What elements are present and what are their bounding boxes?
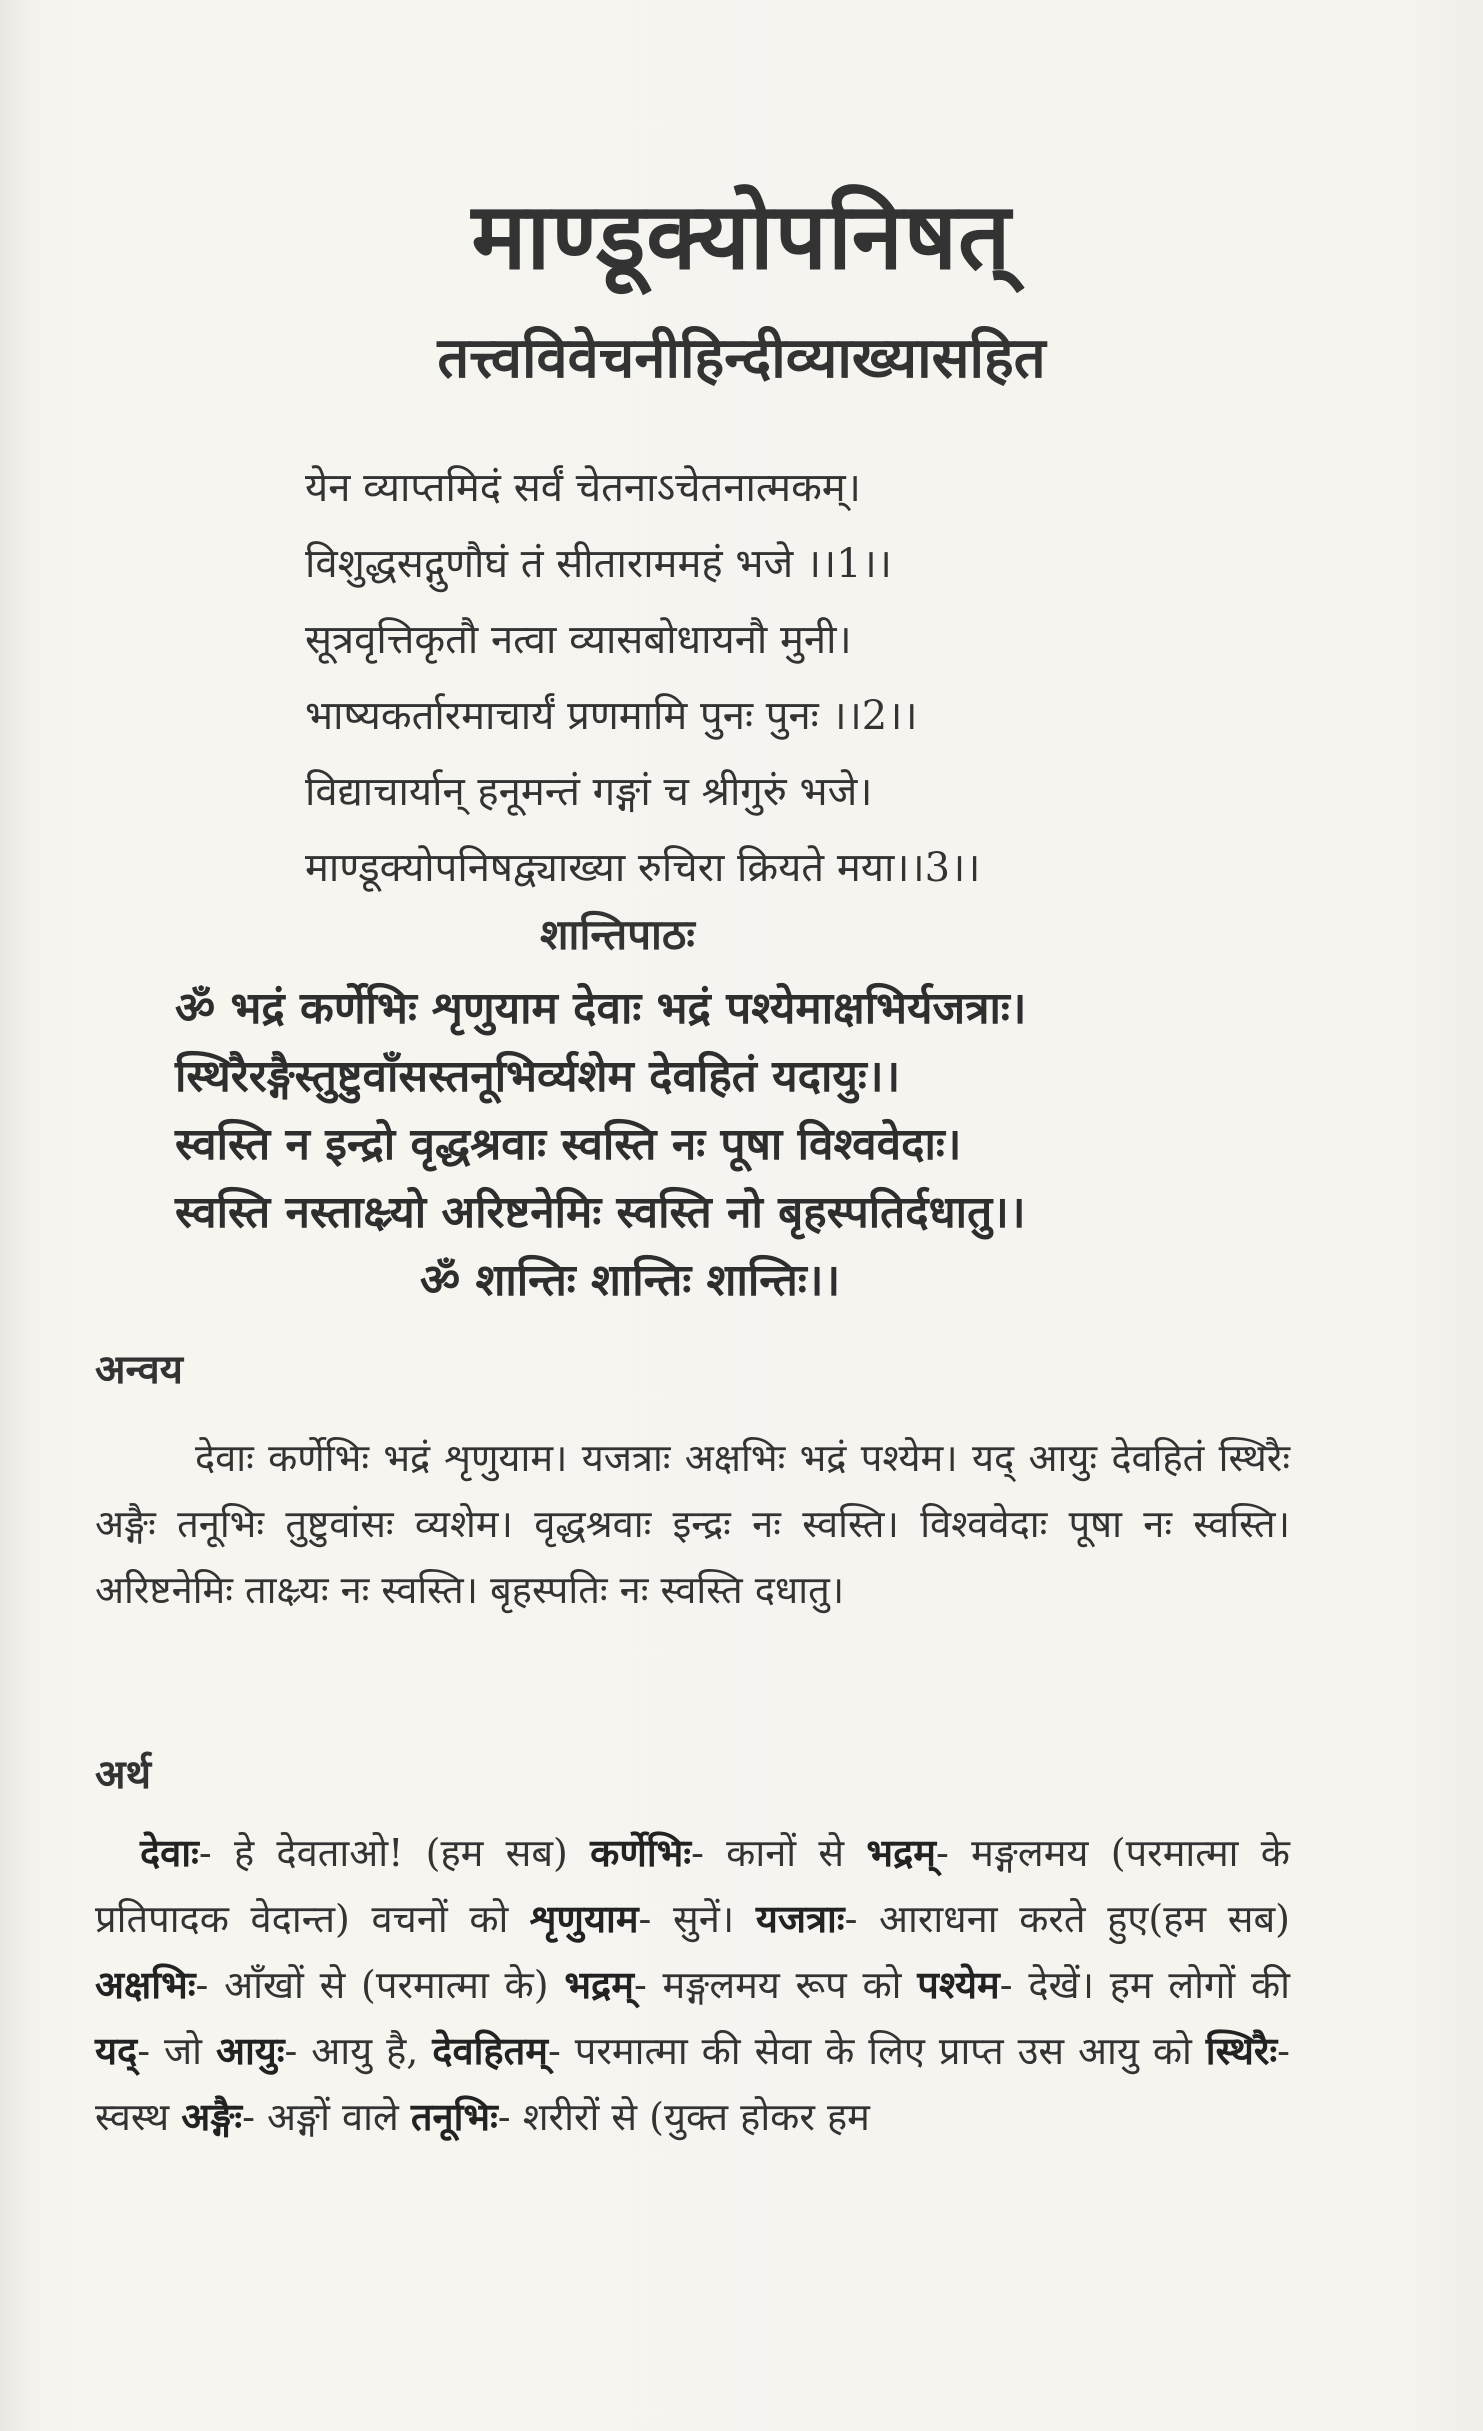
shanti-line: स्थिरैरङ्गैस्तुष्टुवाँसस्तनूभिर्व्यशेम देवहितं यदायुः।। xyxy=(175,1051,901,1102)
artha-term: शृणुयाम xyxy=(530,1896,639,1941)
artha-meaning: - मङ्गलमय (परमात्मा के प्रतिपादक वेदान्त) वचनों को xyxy=(95,1831,1290,1941)
artha-term: पश्येम xyxy=(917,1962,1000,2007)
shanti-heading: शान्तिपाठः xyxy=(540,910,695,959)
artha-heading: अर्थ xyxy=(95,1751,152,1798)
artha-meaning: - सुनें। xyxy=(638,1897,756,1941)
shanti-path xyxy=(175,975,1275,1315)
artha-meaning: - देखें। हम लोगों की xyxy=(999,1963,1290,2007)
artha-meaning: - आयु है, xyxy=(284,2029,433,2073)
invocation-verses xyxy=(305,450,1205,906)
artha-meaning: - कानों से xyxy=(691,1831,867,1875)
shanti-line: ॐ शान्तिः शान्तिः शान्तिः।। xyxy=(420,1255,841,1306)
artha-meaning: - परमात्मा की सेवा के लिए प्राप्त उस आयु को xyxy=(548,2029,1206,2073)
artha-meaning: - आराधना करते हुए(हम सब) xyxy=(844,1897,1290,1941)
artha-meaning: - आँखों से (परमात्मा के) xyxy=(195,1963,565,2007)
page-subtitle: तत्त्वविवेचनीहिन्दीव्याख्यासहित xyxy=(437,325,1046,391)
verse-line: भाष्यकर्तारमाचार्यं प्रणमामि पुनः पुनः ।।2।। xyxy=(305,693,918,739)
artha-meaning: - हे देवताओ! (हम सब) xyxy=(198,1831,591,1875)
artha-meaning: - शरीरों से (युक्त होकर हम xyxy=(497,2095,870,2139)
shanti-line: स्वस्ति न इन्द्रो वृद्धश्रवाः स्वस्ति नः पूषा विश्ववेदाः। xyxy=(175,1119,962,1170)
shanti-line: स्वस्ति नस्ताक्ष्र्यो अरिष्टनेमिः स्वस्ति नो बृहस्पतिर्दधातु।। xyxy=(175,1187,1026,1238)
verse-line: विशुद्धसद्गुणौघं तं सीताराममहं भजे ।।1।। xyxy=(305,541,892,587)
verse-line: विद्याचार्यान् हनूमन्तं गङ्गां च श्रीगुरुं भजे। xyxy=(305,769,873,815)
artha-meaning: - मङ्गलमय रूप को xyxy=(633,1963,918,2007)
artha-meaning: - जो xyxy=(137,2029,216,2073)
anvaya-text: देवाः कर्णेभिः भद्रं शृणुयाम। यजत्राः अक्षभिः भद्रं पश्येम। यद् आयुः देवहितं स्थिरैः अङ्गैः तनूभिः तुष्टुवांसः व्यशेम। वृद्धश्रवाः इन्द्रः नः स्वस्ति। विश्ववेदाः पूषा नः स्वस्ति। अरिष्टनेमिः ताक्ष्र्यः नः स्वस्ति। बृहस्पतिः नः स्वस्ति दधातु। xyxy=(95,1436,1290,1612)
shanti-line: ॐ भद्रं कर्णेभिः शृणुयाम देवाः भद्रं पश्येमाक्षभिर्यजत्राः। xyxy=(175,983,1027,1034)
artha-term: यद् xyxy=(95,2028,138,2073)
anvaya-heading: अन्वय xyxy=(95,1346,183,1393)
verse-line: येन व्याप्तमिदं सर्वं चेतनाऽचेतनात्मकम्। xyxy=(305,465,861,511)
artha-term: देवाः xyxy=(140,1830,199,1875)
artha-term: यजत्राः xyxy=(755,1896,845,1941)
artha-term: कर्णेभिः xyxy=(590,1830,692,1875)
artha-paragraph xyxy=(95,1820,1290,2150)
artha-term: भद्रम् xyxy=(866,1830,937,1875)
artha-term: भद्रम् xyxy=(564,1962,634,2007)
artha-meaning: - अङ्गों वाले xyxy=(242,2095,411,2139)
artha-term: तनूभिः xyxy=(410,2094,498,2139)
verse-line: माण्डूक्योपनिषद्व्याख्या रुचिरा क्रियते मया।।3।। xyxy=(305,845,981,891)
artha-term: देवहितम् xyxy=(432,2028,548,2073)
anvaya-paragraph xyxy=(95,1425,1290,1623)
artha-meaning: - स्वस्थ xyxy=(95,2029,1290,2139)
artha-term: अङ्गैः xyxy=(181,2094,243,2139)
artha-term: अक्षभिः xyxy=(95,1962,196,2007)
artha-term: स्थिरैः xyxy=(1205,2028,1278,2073)
artha-term: आयुः xyxy=(215,2028,285,2073)
verse-line: सूत्रवृत्तिकृतौ नत्वा व्यासबोधायनौ मुनी। xyxy=(305,617,852,663)
page-title: माण्डूक्योपनिषत् xyxy=(471,182,1012,290)
